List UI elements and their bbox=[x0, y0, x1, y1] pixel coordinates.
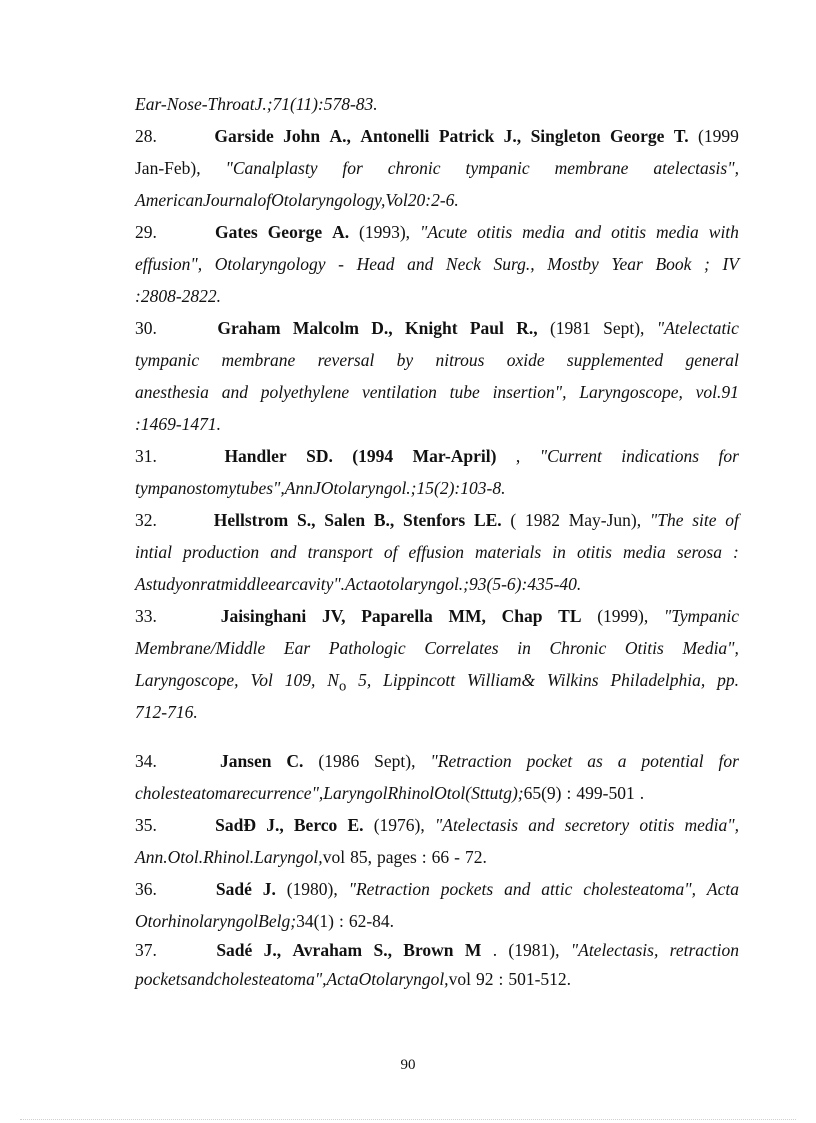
reference-word: pp. bbox=[717, 670, 739, 690]
reference-word: Avraham bbox=[292, 940, 363, 960]
reference-word: : bbox=[521, 574, 528, 594]
reference-word: Graham bbox=[217, 318, 281, 338]
reference-word: George bbox=[267, 222, 323, 242]
reference-word: Knight bbox=[405, 318, 458, 338]
reference-line bbox=[135, 600, 739, 632]
reference-word: 2808-2822 bbox=[140, 286, 217, 306]
reference-word: supplemented bbox=[566, 350, 664, 370]
reference-word: membrane bbox=[221, 350, 296, 370]
reference-word: general bbox=[685, 350, 739, 370]
reference-word: "Current bbox=[539, 446, 602, 466]
reference-word: study bbox=[145, 574, 183, 594]
reference-word: 92 bbox=[475, 969, 494, 989]
reference-number: 30. bbox=[135, 318, 157, 338]
reference-word: J., bbox=[503, 126, 522, 146]
reference-word: (1993), bbox=[359, 222, 411, 242]
reference-word: media bbox=[522, 222, 565, 242]
reference-word: : bbox=[317, 94, 324, 114]
reference-word: "Canalplasty bbox=[225, 158, 318, 178]
reference-line bbox=[135, 280, 739, 312]
reference-word: cholesteatoma", bbox=[583, 879, 697, 899]
reference-word: media bbox=[623, 542, 666, 562]
reference-word: "Atelectatic bbox=[656, 318, 739, 338]
reference-word: Laryngoscope, bbox=[135, 670, 239, 690]
reference-word: for bbox=[718, 446, 739, 466]
reference-word: M bbox=[464, 940, 482, 960]
reference-word: Jansen bbox=[219, 751, 272, 771]
reference-word: Patrick bbox=[438, 126, 495, 146]
reference-word: Berco bbox=[293, 815, 338, 835]
reference-word: insertion", bbox=[492, 382, 567, 402]
reference-number: 34. bbox=[135, 751, 157, 771]
reference-word: 103-8. bbox=[460, 478, 506, 498]
reference-word: T. bbox=[673, 126, 689, 146]
reference-line bbox=[135, 440, 739, 472]
reference-word: Journal bbox=[203, 190, 258, 210]
reference-number: 35. bbox=[135, 815, 157, 835]
reference-word: Vol bbox=[385, 190, 408, 210]
reference-word: ( bbox=[510, 510, 517, 530]
reference-word: : bbox=[338, 911, 344, 931]
reference-word: production bbox=[183, 542, 260, 562]
reference-word: membrane bbox=[554, 158, 629, 178]
reference-line bbox=[135, 376, 739, 408]
reference-word: ; bbox=[704, 254, 710, 274]
reference-line bbox=[135, 248, 739, 280]
reference-line bbox=[135, 873, 739, 905]
reference-word: indications bbox=[621, 446, 700, 466]
reference-word: o bbox=[338, 678, 347, 695]
reference-word: Mostby bbox=[547, 254, 599, 274]
reference-word: Antonelli bbox=[360, 126, 430, 146]
reference-word: Paparella bbox=[361, 606, 433, 626]
reference-word: Sadé bbox=[215, 879, 252, 899]
reference-number: 36. bbox=[135, 879, 157, 899]
reference-entry bbox=[135, 120, 739, 216]
reference-word: oxide bbox=[506, 350, 545, 370]
reference-word: "Acute bbox=[420, 222, 468, 242]
reference-word: Laryngoscope, bbox=[579, 382, 683, 402]
reference-word: JV, bbox=[321, 606, 346, 626]
reference-word: for bbox=[342, 158, 363, 178]
reference-word: Otolaryngology, bbox=[271, 190, 386, 210]
reference-word: Rhinol bbox=[387, 783, 435, 803]
reference-word: : bbox=[135, 286, 141, 306]
reference-number: 28. bbox=[135, 126, 157, 146]
reference-word: on bbox=[182, 574, 201, 594]
reference-word: (1999), bbox=[597, 606, 649, 626]
reference-word: Acta bbox=[345, 574, 378, 594]
reference-word: Jaisinghani bbox=[220, 606, 307, 626]
reference-word: George bbox=[610, 126, 665, 146]
reference-word: Malcolm bbox=[292, 318, 359, 338]
reference-entry bbox=[135, 937, 739, 995]
reference-line bbox=[135, 120, 739, 152]
reference-word: 71 bbox=[272, 94, 291, 114]
reference-word: 66 bbox=[431, 847, 450, 867]
reference-word: attic bbox=[541, 879, 573, 899]
reference-word: otitis bbox=[611, 222, 647, 242]
reference-word: ear bbox=[268, 574, 292, 594]
reference-line bbox=[135, 568, 739, 600]
reference-word: with bbox=[708, 222, 739, 242]
reference-word: (1986 bbox=[318, 751, 360, 771]
reference-word: : bbox=[566, 783, 572, 803]
reference-word: Media", bbox=[682, 638, 739, 658]
reference-word: John bbox=[283, 126, 321, 146]
reference-word: ventilation bbox=[361, 382, 437, 402]
reference-line bbox=[135, 184, 739, 216]
reference-line bbox=[135, 696, 739, 728]
reference-word: - bbox=[454, 847, 460, 867]
reference-word: as bbox=[587, 751, 603, 771]
reference-word: : bbox=[425, 190, 432, 210]
reference-word: J bbox=[312, 478, 321, 498]
reference-word: Lippincott bbox=[383, 670, 456, 690]
reference-word: J. bbox=[262, 879, 276, 899]
reference-word: Year bbox=[611, 254, 643, 274]
reference-word: , bbox=[515, 446, 521, 466]
reference-word: William& bbox=[467, 670, 536, 690]
reference-word: polyethylene bbox=[260, 382, 350, 402]
reference-word: Jan-Feb), bbox=[135, 158, 201, 178]
reference-word: Otorhinolaryngol bbox=[135, 911, 259, 931]
reference-word: Book bbox=[655, 254, 692, 274]
reference-word: tympanic bbox=[465, 158, 530, 178]
reference-line bbox=[135, 937, 739, 963]
reference-entry bbox=[135, 504, 739, 600]
reference-number: 33. bbox=[135, 606, 157, 626]
reference-word: and bbox=[504, 879, 531, 899]
reference-word: Brown bbox=[403, 940, 454, 960]
reference-word: vol bbox=[322, 847, 346, 867]
reference-word: Otolaryngol.;15 bbox=[320, 478, 435, 498]
reference-word: C. bbox=[286, 751, 304, 771]
reference-word: effusion", bbox=[135, 254, 203, 274]
reference-line bbox=[135, 152, 739, 184]
reference-word: (1999 bbox=[698, 126, 739, 146]
reference-line bbox=[135, 632, 739, 664]
reference-word: otitis bbox=[576, 542, 612, 562]
reference-word: : bbox=[135, 414, 141, 434]
reference-word: pages bbox=[376, 847, 417, 867]
reference-line bbox=[135, 344, 739, 376]
reference-word: reversal bbox=[317, 350, 375, 370]
reference-word: and bbox=[270, 542, 297, 562]
reference-word: effusion bbox=[408, 542, 464, 562]
reference-word: Chap bbox=[501, 606, 543, 626]
reference-word: tympanic bbox=[135, 350, 200, 370]
reference-word: J.; bbox=[254, 94, 273, 114]
reference-word: A., bbox=[329, 126, 351, 146]
reference-word: : bbox=[733, 542, 739, 562]
reference-word: . bbox=[492, 940, 498, 960]
reference-word: Ear-Nose-Throat bbox=[135, 94, 255, 114]
reference-word: 5, bbox=[358, 670, 372, 690]
reference-word: (1980), bbox=[286, 879, 338, 899]
reference-word: Neck bbox=[445, 254, 481, 274]
reference-word: media", bbox=[684, 815, 739, 835]
reference-word: . bbox=[639, 783, 645, 803]
reference-word bbox=[327, 664, 346, 703]
reference-line bbox=[135, 745, 739, 777]
reference-entry bbox=[135, 312, 739, 440]
reference-word: R., bbox=[516, 318, 538, 338]
reference-word: serosa bbox=[676, 542, 722, 562]
reference-word: 712-716. bbox=[135, 702, 198, 722]
reference-line bbox=[135, 504, 739, 536]
reference-word: Membrane/Middle bbox=[135, 638, 266, 658]
reference-word: 2-6. bbox=[431, 190, 459, 210]
reference-word: tubes",Ann bbox=[236, 478, 313, 498]
reference-word: : bbox=[421, 847, 427, 867]
reference-word: IV bbox=[722, 254, 739, 274]
reference-word: rat bbox=[200, 574, 221, 594]
reference-entry bbox=[135, 88, 739, 120]
reference-line bbox=[135, 88, 739, 120]
reference-entry bbox=[135, 745, 739, 809]
reference-word: Pathologic bbox=[328, 638, 406, 658]
reference-word: Ann. bbox=[135, 847, 168, 867]
reference-word: (1976), bbox=[373, 815, 425, 835]
reference-word: cholesteatoma", bbox=[213, 969, 327, 989]
reference-word: pockets bbox=[440, 879, 494, 899]
reference-word: 62-84. bbox=[348, 911, 395, 931]
reference-word: Otol bbox=[434, 783, 466, 803]
reference-word: "Atelectasis, bbox=[570, 940, 659, 960]
reference-word: Stenfors bbox=[402, 510, 466, 530]
reference-word: D., bbox=[371, 318, 393, 338]
reference-word: "Tympanic bbox=[663, 606, 739, 626]
reference-word: anesthesia bbox=[135, 382, 209, 402]
reference-word: Sadé bbox=[216, 940, 253, 960]
reference-word: Mar-April) bbox=[412, 446, 497, 466]
reference-word: May-Jun), bbox=[568, 510, 642, 530]
reference-word: LE. bbox=[473, 510, 502, 530]
reference-word: Laryngol bbox=[323, 783, 388, 803]
reference-line bbox=[135, 905, 739, 937]
reference-word: 93 bbox=[469, 574, 487, 594]
reference-word: of bbox=[383, 542, 398, 562]
reference-word: Singleton bbox=[530, 126, 601, 146]
reference-word: vol.91 bbox=[695, 382, 739, 402]
reference-word: Garside bbox=[214, 126, 274, 146]
reference-word: and bbox=[528, 815, 555, 835]
reference-word: Laryngol, bbox=[254, 847, 323, 867]
reference-word: S., bbox=[373, 940, 392, 960]
reference-word: media bbox=[656, 222, 699, 242]
reference-word: Acta bbox=[326, 969, 359, 989]
reference-word: otolaryngol.; bbox=[377, 574, 470, 594]
reference-word: and bbox=[221, 382, 248, 402]
reference-word: Belg; bbox=[258, 911, 297, 931]
reference-word: Paul bbox=[469, 318, 504, 338]
reference-word: 499-501 bbox=[576, 783, 635, 803]
reference-word: nitrous bbox=[435, 350, 485, 370]
reference-word: J., bbox=[266, 815, 284, 835]
reference-word: otitis bbox=[477, 222, 513, 242]
reference-word: Handler bbox=[224, 446, 287, 466]
reference-word: (1981 bbox=[549, 318, 591, 338]
reference-word: Philadelphia, bbox=[610, 670, 706, 690]
reference-line bbox=[135, 664, 739, 696]
reference-word: (1981), bbox=[508, 940, 560, 960]
reference-word: 85, bbox=[350, 847, 372, 867]
reference-word: site bbox=[692, 510, 717, 530]
reference-word: otitis bbox=[639, 815, 675, 835]
reference-word: and bbox=[407, 254, 434, 274]
reference-word: 34(1) bbox=[296, 911, 334, 931]
reference-word: (1994 bbox=[352, 446, 394, 466]
reference-word: E. bbox=[347, 815, 364, 835]
reference-word: Surg., bbox=[493, 254, 535, 274]
reference-word: B., bbox=[373, 510, 395, 530]
reference-line bbox=[135, 472, 739, 504]
reference-word: in bbox=[552, 542, 566, 562]
reference-word: a bbox=[617, 751, 627, 771]
reference-word: Head bbox=[356, 254, 395, 274]
reference-entry bbox=[135, 600, 739, 728]
reference-word: "Retraction bbox=[348, 879, 430, 899]
reference-word: 20 bbox=[407, 190, 426, 210]
reference-word: Otol. bbox=[167, 847, 204, 867]
reference-word: 1469-1471. bbox=[140, 414, 222, 434]
reference-word: pockets bbox=[135, 969, 188, 989]
reference-word: Otolaryngol, bbox=[358, 969, 449, 989]
reference-word: potential bbox=[641, 751, 704, 771]
reference-word: of bbox=[725, 510, 739, 530]
reference-entry bbox=[135, 873, 739, 937]
reference-word: - bbox=[338, 254, 344, 274]
reference-word: atelectasis", bbox=[653, 158, 739, 178]
reference-word: of bbox=[257, 190, 272, 210]
reference-word: . bbox=[216, 286, 222, 306]
reference-word: retraction bbox=[669, 940, 739, 960]
reference-number: 29. bbox=[135, 222, 157, 242]
reference-number: 32. bbox=[135, 510, 157, 530]
reference-word: (2) bbox=[434, 478, 455, 498]
reference-word: materials bbox=[475, 542, 542, 562]
reference-word: A. bbox=[332, 222, 350, 242]
reference-word: 72. bbox=[465, 847, 487, 867]
reference-word: and bbox=[187, 969, 214, 989]
reference-word: Vol bbox=[250, 670, 273, 690]
reference-word: : bbox=[454, 478, 461, 498]
reference-number: 31. bbox=[135, 446, 157, 466]
reference-line bbox=[135, 312, 739, 344]
reference-word: Sept), bbox=[603, 318, 645, 338]
reference-line bbox=[135, 408, 739, 440]
reference-line bbox=[135, 777, 739, 809]
reference-word: vol bbox=[448, 969, 471, 989]
reference-line bbox=[135, 963, 739, 995]
reference-word: Otitis bbox=[624, 638, 664, 658]
reference-word: 501-512. bbox=[508, 969, 572, 989]
reference-word: (Sttutg); bbox=[465, 783, 524, 803]
reference-word: SadĐ bbox=[215, 815, 257, 835]
reference-line bbox=[135, 841, 739, 873]
reference-line bbox=[135, 536, 739, 568]
reference-word: N bbox=[327, 670, 339, 690]
reference-word: Hellstrom bbox=[213, 510, 289, 530]
reference-word: American bbox=[135, 190, 204, 210]
reference-word: "Retraction bbox=[430, 751, 512, 771]
reference-word: cholesteatoma bbox=[135, 783, 237, 803]
reference-word: Sept), bbox=[374, 751, 416, 771]
page-number: 90 bbox=[400, 1057, 416, 1073]
reference-word: "Atelectasis bbox=[434, 815, 519, 835]
reference-word: Acta bbox=[706, 879, 739, 899]
reference-word: TL bbox=[558, 606, 582, 626]
reference-word: tube bbox=[449, 382, 480, 402]
reference-word: chronic bbox=[387, 158, 441, 178]
reference-word: 109, bbox=[284, 670, 316, 690]
reference-word: Rhinol. bbox=[203, 847, 255, 867]
reference-entry bbox=[135, 216, 739, 312]
reference-word: "The bbox=[649, 510, 684, 530]
reference-word: Chronic bbox=[549, 638, 607, 658]
reference-word: Otolaryngology bbox=[214, 254, 326, 274]
reference-word: MM, bbox=[448, 606, 486, 626]
reference-word: 1982 bbox=[524, 510, 560, 530]
reference-word: S., bbox=[297, 510, 316, 530]
reference-word: by bbox=[396, 350, 414, 370]
reference-word: pocket bbox=[526, 751, 573, 771]
reference-word: Wilkins bbox=[547, 670, 599, 690]
reference-word: Gates bbox=[214, 222, 258, 242]
reference-word: SD. bbox=[306, 446, 333, 466]
reference-word: Correlates bbox=[424, 638, 499, 658]
reference-word: transport bbox=[307, 542, 373, 562]
reference-word: Salen bbox=[324, 510, 366, 530]
page-bottom-rule bbox=[20, 1119, 796, 1120]
reference-word: for bbox=[718, 751, 739, 771]
reference-word: in bbox=[517, 638, 531, 658]
reference-word: (5-6) bbox=[486, 574, 522, 594]
reference-word: and bbox=[574, 222, 602, 242]
reference-word: secretory bbox=[564, 815, 630, 835]
reference-word: J., bbox=[263, 940, 282, 960]
reference-line bbox=[135, 216, 739, 248]
reference-word: 435-40. bbox=[527, 574, 582, 594]
reference-word: (11) bbox=[290, 94, 318, 114]
reference-word: cavity". bbox=[291, 574, 346, 594]
reference-word: recurrence", bbox=[236, 783, 324, 803]
reference-entry bbox=[135, 809, 739, 873]
reference-word: : bbox=[498, 969, 504, 989]
reference-word: tympanostomy bbox=[135, 478, 237, 498]
reference-word: middle bbox=[220, 574, 269, 594]
reference-word: 578-83. bbox=[323, 94, 378, 114]
reference-word: intial bbox=[135, 542, 172, 562]
reference-list bbox=[135, 88, 739, 995]
reference-word: Ear bbox=[283, 638, 311, 658]
reference-entry bbox=[135, 440, 739, 504]
reference-word: A bbox=[135, 574, 146, 594]
reference-word: 65(9) bbox=[523, 783, 562, 803]
reference-line bbox=[135, 809, 739, 841]
reference-number: 37. bbox=[135, 940, 157, 960]
